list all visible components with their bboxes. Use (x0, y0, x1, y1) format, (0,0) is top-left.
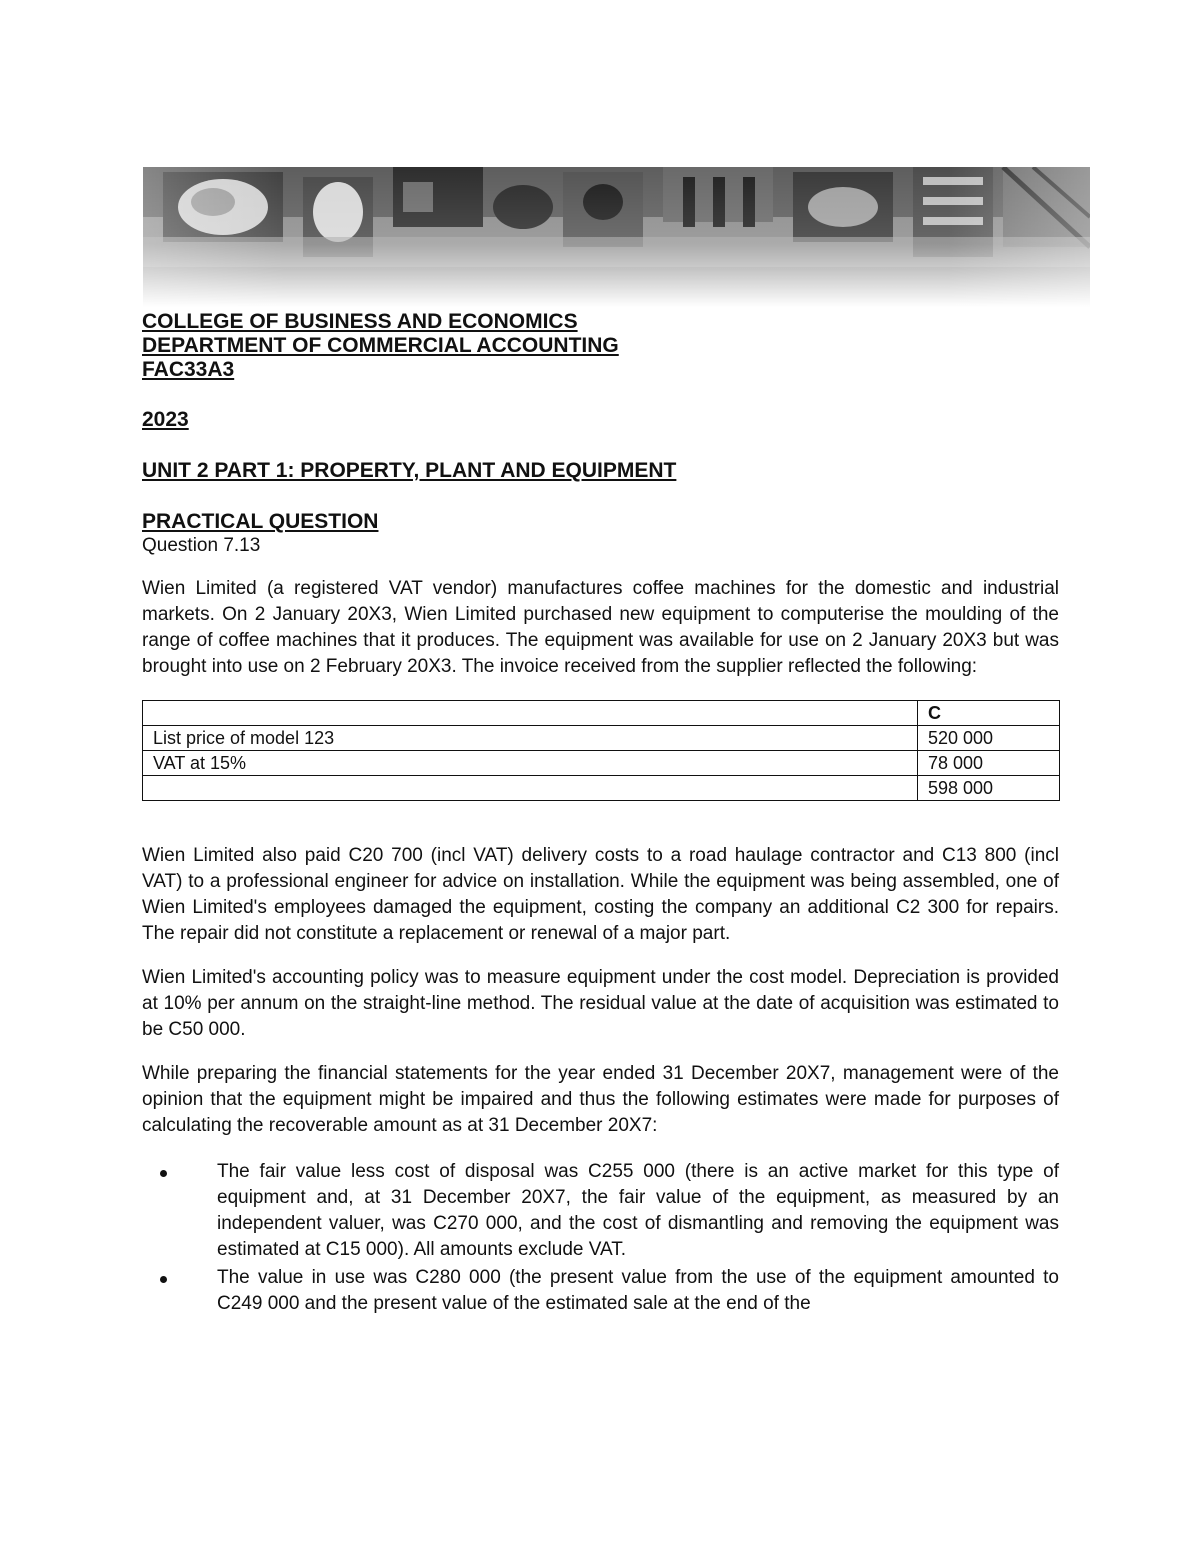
impairment-paragraph: While preparing the financial statements for the year ended 31 December 20X7, management were of the opinion that the equipment might be impaired and thus the following estimates were made for purposes of calculating the recoverable amount as at 31 December 20X7: (142, 1063, 1059, 1136)
bullet-icon (160, 1276, 167, 1283)
department-title: DEPARTMENT OF COMMERCIAL ACCOUNTING (142, 334, 619, 357)
module-code: FAC33A3 (142, 358, 235, 381)
list-item-text: The fair value less cost of disposal was C255 000 (there is an active market for this type of equipment and, at 31 December 20X7, the fair value of the equipment, as measured by an independent valuer, was C270 000, and the cost of dismantling and removing the equipment was estimated at C15 000). All amounts exclude VAT. (217, 1161, 1059, 1260)
table-row (143, 726, 1060, 751)
invoice-row-amount: 520 000 (918, 726, 1060, 751)
list-item (142, 1265, 1059, 1317)
costs-paragraph: Wien Limited also paid C20 700 (incl VAT) delivery costs to a road haulage contractor and C13 800 (incl VAT) to a professional engineer for advice on installation. While the equipment was being assembled, one of Wien Limited's employees damaged the equipment, costing the company an additional C2 300 for repairs. The repair did not constitute a replacement or renewal of a major part. (142, 845, 1059, 944)
invoice-header-label-cell (143, 701, 918, 726)
table-row (143, 776, 1060, 801)
estimates-list (142, 1159, 1059, 1317)
list-item-text: The value in use was C280 000 (the present value from the use of the equipment amounted to C249 000 and the present value of the estimated sale at the end of the (217, 1267, 1059, 1314)
list-item (142, 1159, 1059, 1263)
year: 2023 (142, 408, 189, 431)
unit-title: UNIT 2 PART 1: PROPERTY, PLANT AND EQUIPMENT (142, 459, 677, 482)
section-title: PRACTICAL QUESTION (142, 510, 379, 533)
invoice-row-label (143, 776, 918, 801)
document-content (142, 310, 1059, 1319)
invoice-total-amount: 598 000 (918, 776, 1060, 801)
policy-paragraph: Wien Limited's accounting policy was to measure equipment under the cost model. Depreciation is provided at 10% per annum on the straight-line method. The residual value at the date of acquisition was estimated to be C50 000. (142, 967, 1059, 1040)
invoice-table (142, 700, 1060, 801)
invoice-row-label: List price of model 123 (143, 726, 918, 751)
question-number: Question 7.13 (142, 535, 261, 556)
invoice-row-label: VAT at 15% (143, 751, 918, 776)
college-title: COLLEGE OF BUSINESS AND ECONOMICS (142, 310, 578, 333)
invoice-currency-header: C (918, 701, 1060, 726)
table-row (143, 751, 1060, 776)
invoice-header-row (143, 701, 1060, 726)
invoice-row-amount: 78 000 (918, 751, 1060, 776)
header-banner-image (143, 167, 1090, 307)
intro-paragraph: Wien Limited (a registered VAT vendor) manufactures coffee machines for the domestic and industrial markets. On 2 January 20X3, Wien Limited purchased new equipment to computerise the moulding of the range of coffee machines that it produces. The equipment was available for use on 2 January 20X3 but was brought into use on 2 February 20X3. The invoice received from the supplier reflected the following: (142, 578, 1059, 677)
bullet-icon (160, 1170, 167, 1177)
